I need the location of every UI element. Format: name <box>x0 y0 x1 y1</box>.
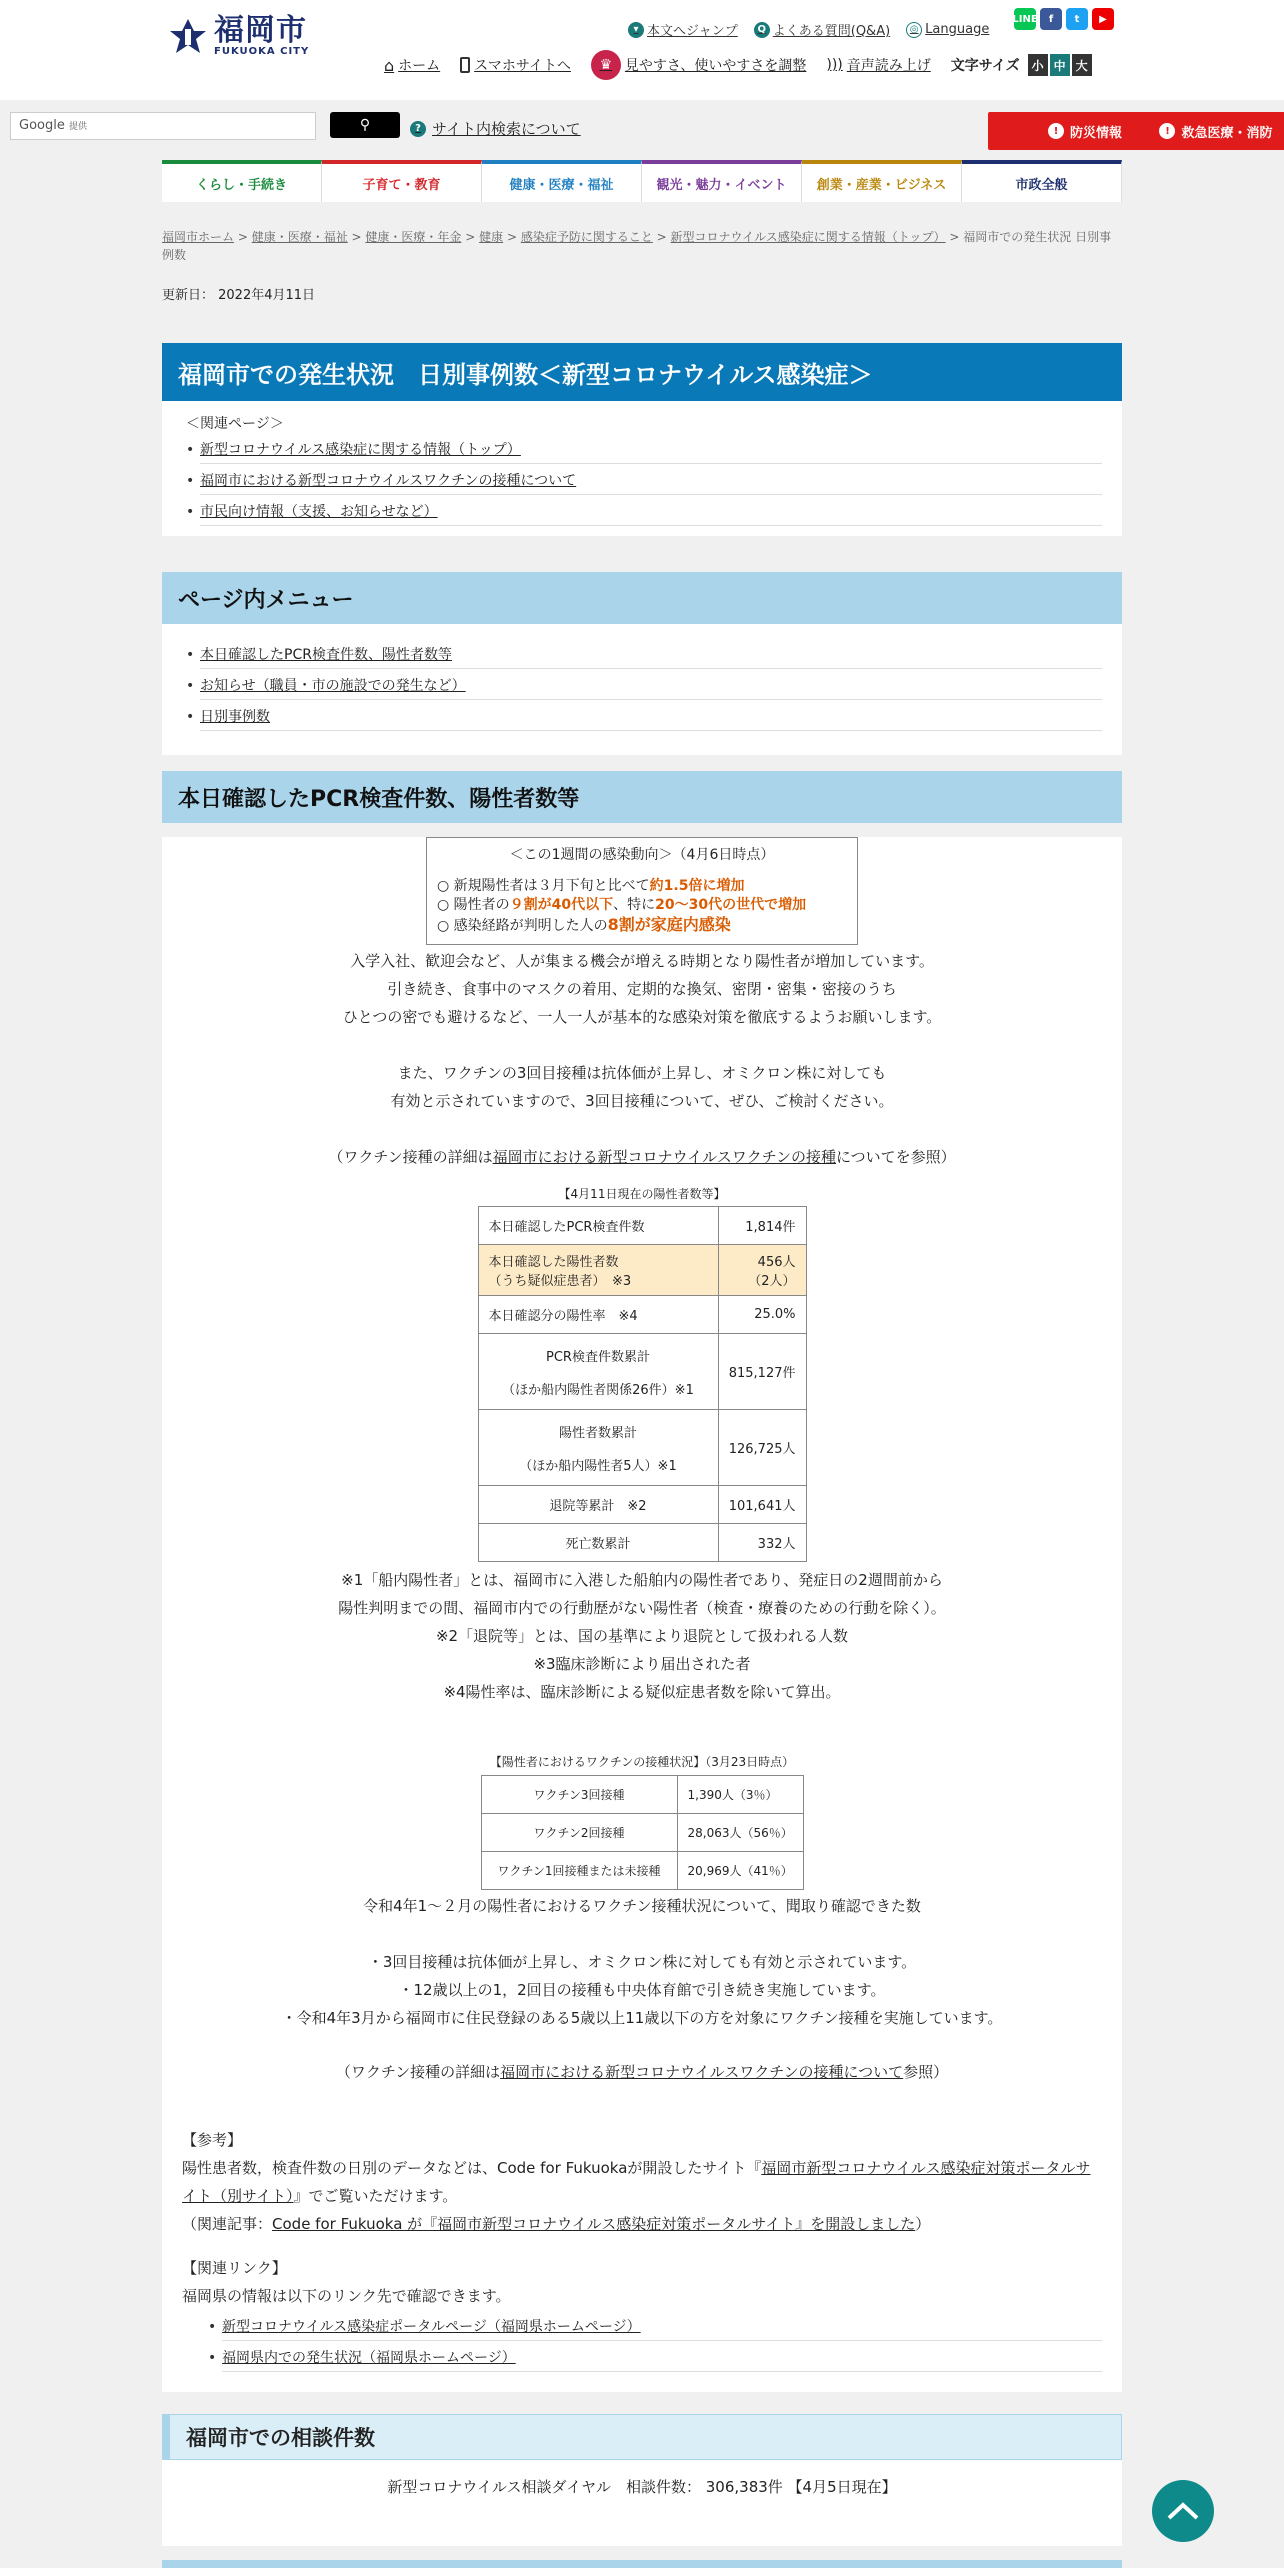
line-icon[interactable]: LINE <box>1014 8 1036 30</box>
paragraph-line: 令和4年1～２月の陽性者におけるワクチン接種状況について、聞取り確認できた数 <box>363 1897 921 1915</box>
globe-icon: ◎ <box>906 22 922 38</box>
table-row <box>478 1334 806 1410</box>
row-label: PCR検査件数累計 （ほか船内陽性者関係26件）※1 <box>478 1334 718 1410</box>
row-value: 456人 （2人） <box>718 1245 806 1296</box>
row-label: 死亡数累計 <box>478 1524 718 1562</box>
utility-links <box>628 20 989 39</box>
row-label: 本日確認分の陽性率 ※4 <box>478 1296 718 1334</box>
paragraph-line: ひとつの密でも避けるなど、一人一人が基本的な感染対策を徹底するようお願いします。 <box>342 1008 942 1026</box>
paragraph-line: 陽性判明までの間、福岡市内での行動歴がない陽性者（検査・療養のための行動を除く）。 <box>338 1599 946 1617</box>
paragraph-line: ・3回目接種は抗体価が上昇し、オミクロン株に対しても有効と示されています。 <box>367 1953 917 1971</box>
font-size-medium-button[interactable]: 中 <box>1050 54 1070 76</box>
paragraph-line <box>162 1920 1122 1948</box>
notice-paragraphs <box>162 947 1122 1143</box>
row-label: ワクチン3回接種 <box>481 1776 677 1814</box>
section-pcr-heading: 本日確認したPCR検査件数、陽性者数等 <box>162 771 1122 823</box>
table-row <box>481 1814 803 1852</box>
paragraph-line: 引き続き、食事中のマスクの着用、定期的な換気、密閉・密集・密接のうち <box>387 980 897 998</box>
sns-links <box>1014 8 1114 30</box>
row-value: 25.0% <box>718 1296 806 1334</box>
main-nav-item-2[interactable]: 健康・医療・福祉 <box>482 160 642 202</box>
font-size-large-button[interactable]: 大 <box>1072 54 1092 76</box>
vaccine-link[interactable]: 福岡市における新型コロナウイルスワクチンの接種 <box>492 1148 836 1166</box>
vaccine-link-2[interactable]: 福岡市における新型コロナウイルスワクチンの接種について <box>500 2063 904 2081</box>
breadcrumb-separator: > <box>945 230 964 244</box>
main-nav-item-4[interactable]: 創業・産業・ビジネス <box>802 160 962 202</box>
weekly-trend-box <box>426 837 858 945</box>
help-icon: ? <box>410 121 426 137</box>
font-size-small-button[interactable]: 小 <box>1028 54 1048 76</box>
row-value: 815,127件 <box>718 1334 806 1410</box>
related-links-desc: 福岡県の情報は以下のリンク先で確認できます。 <box>182 2287 511 2305</box>
table-row <box>478 1410 806 1486</box>
main-nav <box>162 160 1122 202</box>
breadcrumb-separator: > <box>347 230 366 244</box>
breadcrumb-separator: > <box>652 230 671 244</box>
trend-line-2: ○ 陽性者の９割が40代以下、特に20～30代の世代で増加 <box>437 897 807 913</box>
related-link-item <box>222 2314 1102 2341</box>
page-menu-item-link[interactable]: 本日確認したPCR検査件数、陽性者数等 <box>200 647 452 663</box>
trend-title: ＜この1週間の感染動向＞（4月6日時点） <box>509 847 775 863</box>
table-row <box>478 1524 806 1562</box>
row-value: 101,641人 <box>718 1486 806 1524</box>
breadcrumb-item[interactable]: 新型コロナウイルス感染症に関する情報（トップ） <box>670 230 946 244</box>
language-link[interactable]: ◎ Language <box>906 22 989 38</box>
trend-line-1: ○ 新規陽性者は３月下旬と比べて約1.5倍に増加 <box>437 878 745 894</box>
row-value: 1,390人（3％） <box>677 1776 803 1814</box>
main-content <box>162 202 1122 2568</box>
table-row <box>478 1486 806 1524</box>
chevron-up-icon <box>1166 2501 1200 2521</box>
table2-caption: 【陽性者におけるワクチンの接種状況】（3月23日時点） <box>489 1755 795 1769</box>
trend-line-3: ○ 感染経路が判明した人の8割が家庭内感染 <box>437 915 731 934</box>
breadcrumb-item[interactable]: 感染症予防に関すること <box>520 230 653 244</box>
row-label: ワクチン1回接種または未接種 <box>481 1852 677 1890</box>
page-menu-item <box>200 642 1102 669</box>
related-link-item-link[interactable]: 福岡県内での発生状況（福岡県ホームページ） <box>222 2350 516 2366</box>
paragraph-line <box>162 1115 1122 1143</box>
back-to-top-button[interactable] <box>1152 2480 1214 2542</box>
header-nav <box>384 50 1112 80</box>
row-label: ワクチン2回接種 <box>481 1814 677 1852</box>
main-nav-item-0[interactable]: くらし・手続き <box>162 160 322 202</box>
related-links-list <box>222 2314 1102 2372</box>
page-menu <box>162 624 1122 755</box>
related-article: （関連記事：Code for Fukuoka が『福岡市新型コロナウイルス感染症対策ポータルサイト』を開設しました） <box>182 2215 931 2233</box>
related-page-item <box>200 468 1102 495</box>
row-label: 陽性者数累計 （ほか船内陽性者5人）※1 <box>478 1410 718 1486</box>
row-value: 1,814件 <box>718 1207 806 1245</box>
vaccination-status-table <box>481 1775 804 1890</box>
logo-subtitle: FUKUOKA CITY <box>214 46 310 57</box>
main-nav-item-5[interactable]: 市政全般 <box>962 160 1122 202</box>
page-menu-item-link[interactable]: お知らせ（職員・市の施設での発生など） <box>200 678 466 694</box>
related-page-item-link[interactable]: 福岡市における新型コロナウイルスワクチンの接種について <box>200 473 577 489</box>
row-value: 20,969人（41％） <box>677 1852 803 1890</box>
page-title: 福岡市での発生状況 日別事例数＜新型コロナウイルス感染症＞ <box>162 343 1122 401</box>
breadcrumb-separator: > <box>503 230 521 244</box>
paragraph-line: 有効と示されていますので、3回目接種について、ぜひ、ご検討ください。 <box>390 1092 894 1110</box>
logo-title: 福岡市 <box>214 13 307 48</box>
question-icon: Q <box>754 22 770 38</box>
table1-caption: 【4月11日現在の陽性者数等】 <box>558 1187 726 1201</box>
alert-icon: ! <box>1048 123 1064 139</box>
main-nav-item-1[interactable]: 子育て・教育 <box>322 160 482 202</box>
page-menu-item <box>200 673 1102 700</box>
speaker-icon: ))) <box>826 57 843 73</box>
page-menu-heading: ページ内メニュー <box>162 572 1122 624</box>
breadcrumb-item[interactable]: 健康・医療・年金 <box>365 230 462 244</box>
table-row <box>481 1776 803 1814</box>
disaster-info-button[interactable]: ! 防災情報 <box>988 112 1182 150</box>
consultation-count: 新型コロナウイルス相談ダイヤル 相談件数： 306,383件 【4月5日現在】 <box>162 2460 1122 2546</box>
related-pages-list <box>200 437 1102 526</box>
notice-section-heading <box>162 2560 1122 2568</box>
related-pages <box>162 401 1122 536</box>
home-link[interactable]: ⌂ ホーム <box>384 55 441 75</box>
related-page-item <box>200 437 1102 464</box>
paragraph-line: ※2「退院等」とは、国の基準により退院として扱われる人数 <box>435 1627 849 1645</box>
table-row <box>478 1296 806 1334</box>
breadcrumb-separator: > <box>461 230 480 244</box>
reference-text: 陽性患者数，検査件数の日別のデータなどは、Code for Fukuokaが開設したサイト『福岡市新型コロナウイルス感染症対策ポータルサイト（別サイト）』でご覧いただけます。 <box>182 2159 1091 2205</box>
breadcrumb-item[interactable]: 福岡市ホーム <box>162 230 235 244</box>
facebook-icon[interactable]: f <box>1040 8 1062 30</box>
breadcrumb-item: 福岡市での発生状況 日別事例数 <box>162 230 1112 262</box>
related-page-item <box>200 499 1102 526</box>
paragraph-line: 入学入社、歓迎会など、人が集まる機会が増える時期となり陽性者が増加しています。 <box>350 952 934 970</box>
twitter-icon[interactable]: t <box>1066 8 1088 30</box>
row-label: 本日確認したPCR検査件数 <box>478 1207 718 1245</box>
paragraph-line: ・12歳以上の1，2回目の接種も中央体育館で引き続き実施しています。 <box>398 1981 886 1999</box>
row-label: 退院等累計 ※2 <box>478 1486 718 1524</box>
emergency-button[interactable]: ! 救急医療・消防 <box>1146 112 1284 150</box>
smartphone-icon <box>460 57 470 73</box>
site-logo[interactable] <box>168 13 310 57</box>
related-link-item <box>222 2345 1102 2372</box>
related-page-item-link[interactable]: 市民向け情報（支援、お知らせなど） <box>200 504 438 520</box>
page-menu-list <box>200 642 1102 731</box>
vaccine-reference: （ワクチン接種の詳細は福岡市における新型コロナウイルスワクチンの接種についてを参照） <box>328 1148 956 1166</box>
table-row <box>478 1207 806 1245</box>
paragraph-line <box>162 1031 1122 1059</box>
portal-site-link[interactable]: 福岡市新型コロナウイルス感染症対策ポータルサイト（別サイト） <box>182 2159 1091 2205</box>
breadcrumb-item[interactable]: 健康・医療・福祉 <box>251 230 348 244</box>
related-links-title: 【関連リンク】 <box>182 2259 287 2277</box>
table-notes <box>162 1566 1122 1706</box>
table-row <box>478 1245 806 1296</box>
breadcrumb <box>162 228 1122 264</box>
breadcrumb-item[interactable]: 健康 <box>479 230 504 244</box>
reference-block <box>162 2126 1122 2372</box>
smartphone-site-link[interactable]: スマホサイトへ <box>460 55 571 75</box>
page-menu-item-link[interactable]: 日別事例数 <box>200 709 270 725</box>
accessibility-icon: ♛ <box>591 50 621 80</box>
site-header <box>0 0 1284 100</box>
paragraph-line: また、ワクチンの3回目接種は抗体価が上昇し、オミクロン株に対しても <box>397 1064 887 1082</box>
chevron-down-icon: ▾ <box>628 22 644 38</box>
alert-icon: ! <box>1159 123 1175 139</box>
breadcrumb-separator: > <box>234 230 252 244</box>
table-row <box>481 1852 803 1890</box>
font-size-control: 文字サイズ 小 中 大 <box>951 54 1092 76</box>
city-emblem-icon <box>168 17 208 57</box>
accessibility-link[interactable]: ♛ 見やすさ、使いやすさを調整 <box>591 50 806 80</box>
row-value: 332人 <box>718 1524 806 1562</box>
paragraph-line: ※4陽性率は、臨床診断による疑似症患者数を除いて算出。 <box>443 1683 841 1701</box>
related-pages-title: ＜関連ページ＞ <box>186 416 284 432</box>
row-label: 本日確認した陽性者数 （うち疑似症患者） ※3 <box>478 1245 718 1296</box>
reference-title: 【参考】 <box>182 2131 243 2149</box>
row-value: 28,063人（56％） <box>677 1814 803 1852</box>
positive-cases-table <box>478 1206 807 1562</box>
consultation-heading: 福岡市での相談件数 <box>162 2414 1122 2460</box>
paragraph-line: ※1「船内陽性者」とは、福岡市に入港した船舶内の陽性者であり、発症日の2週間前から <box>341 1571 943 1589</box>
search-button[interactable] <box>330 112 400 138</box>
section-pcr-body <box>162 837 1122 2392</box>
main-nav-item-3[interactable]: 観光・魅力・イベント <box>642 160 802 202</box>
paragraph-line: ・令和4年3月から福岡市に住民登録のある5歳以上11歳以下の方を対象にワクチン接種を実施しています。 <box>281 2009 1003 2027</box>
faq-link[interactable]: Q よくある質問(Q&A) <box>754 20 890 39</box>
related-link-item-link[interactable]: 新型コロナウイルス感染症ポータルページ（福岡県ホームページ） <box>222 2319 641 2335</box>
home-icon: ⌂ <box>384 55 395 75</box>
paragraph-line: ※3臨床診断により届出された者 <box>533 1655 751 1673</box>
site-search-input[interactable]: Google 提供 <box>10 112 316 140</box>
youtube-icon[interactable]: ▶ <box>1092 8 1114 30</box>
updated-date: 更新日： 2022年4月11日 <box>162 288 316 303</box>
search-icon: ⚲ <box>359 117 371 133</box>
vaccination-notes <box>162 1892 1122 2032</box>
page-menu-item <box>200 704 1102 731</box>
search-bar <box>0 100 1284 158</box>
related-article-link[interactable]: Code for Fukuoka が『福岡市新型コロナウイルス感染症対策ポータルサイト』を開設しました <box>272 2215 916 2233</box>
skip-to-content-link[interactable]: ▾ 本文へジャンプ <box>628 20 738 39</box>
related-page-item-link[interactable]: 新型コロナウイルス感染症に関する情報（トップ） <box>200 442 521 458</box>
row-value: 126,725人 <box>718 1410 806 1486</box>
search-help-link[interactable]: ? サイト内検索について <box>410 118 581 139</box>
read-aloud-link[interactable]: ))) 音声読み上げ <box>826 57 931 74</box>
vaccine-reference-2: （ワクチン接種の詳細は福岡市における新型コロナウイルスワクチンの接種について参照） <box>335 2063 949 2081</box>
